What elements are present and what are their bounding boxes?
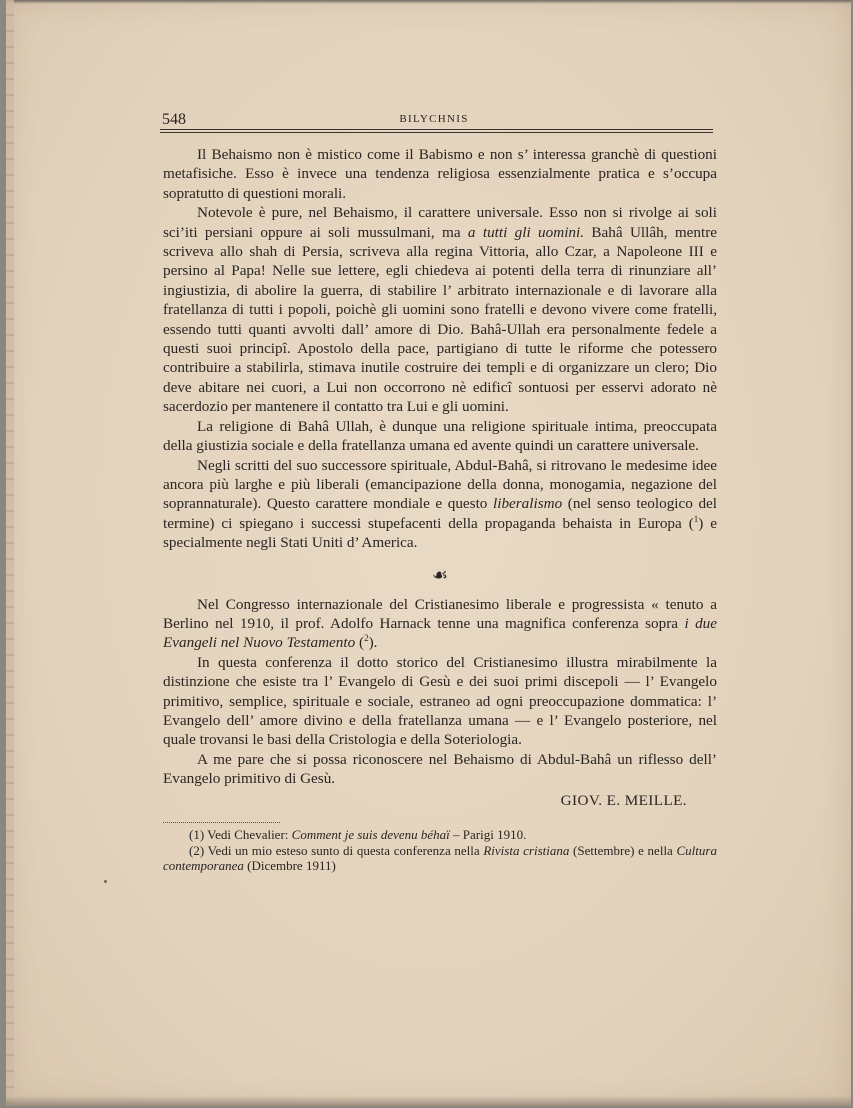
page-top-edge: [6, 0, 851, 4]
page-bottom-edge: [6, 1096, 851, 1106]
header-rule-thin: [160, 132, 713, 133]
header-rule-thick: [160, 129, 713, 130]
footnote-2-text-a: (2) Vedi un mio esteso sunto di questa conferenza nella: [189, 842, 484, 858]
paragraph-1: Il Behaismo non è mistico come il Babismo e non s’ interessa granchè di questioni metafisiche. Esso è invece una tendenza religiosa essenzialmente pratica e s’occupa sopratutto di questioni morali.: [163, 146, 717, 202]
page-binding-edge: [6, 0, 14, 1106]
paragraph-4-text-c: ) e specialmente negli Stati Uniti d’ America.: [163, 514, 717, 552]
footnote-2-text-b: (Settembre) e nella: [569, 842, 677, 858]
paragraph-2-text-a: Notevole è pure, nel Behaismo, il carattere universale. Esso non si rivolge ai soli sci’iti persiani oppure ai soli mussulmani, ma: [163, 204, 717, 241]
paragraph-2-text-b: Bahâ Ullâh, mentre scriveva allo shah di Persia, scriveva alla regina Vittoria, allo Czar, a Napoleone III e persino al Papa! Nelle sue lettere, egli chiedeva ai potenti della terra di rinunziare all’ ingiustizia, di abolire la guerra, di stabilire l’ arbitrato internazionale e di lavorare alla fratellanza di tutti i popoli, poichè gli uomini sono fratelli e devono vivere come fratelli, essendo tutti quanti avvolti dall’ amore di Dio. Bahâ-Ullah era personalmente fedele a questi suoi principî. Apostolo della pace, partigiano di tutte le riforme che potessero contribuire a stabilirla, stimava inutile costruire dei templi e di organizzare un clero; Dio deve abitare nei cuori, a Lui non occorrono nè edificî sontuosi per esservi adorato nè sacerdozio per mantenere il contatto tra Lui e gli uomini.: [163, 223, 717, 416]
paragraph-4-italic: liberalismo: [493, 495, 563, 513]
paragraph-5: [163, 595, 717, 653]
footnote-1-text-b: – Parigi 1910.: [449, 827, 527, 842]
paragraph-2: [163, 203, 717, 416]
footnote-2-text-c: (Dicembre 1911): [243, 858, 336, 873]
footnotes: [163, 827, 717, 874]
paragraph-3: La religione di Bahâ Ullah, è dunque una religione spirituale intima, preoccupata della giustizia sociale e della fratellanza umana ed avente quindi un carattere universale.: [163, 417, 717, 455]
footnote-1: [163, 827, 717, 843]
footnote-ref-2: 2: [364, 633, 369, 644]
paragraph-6: In questa conferenza il dotto storico del Cristianesimo illustra mirabilmente la distinzione che esiste tra l’ Evangelo di Gesù e dei suoi primi discepoli — l’ Evangelo primitivo, semplice, spirituale e sociale, estraneo ad ogni preoccupazione dommatica: l’ Evangelo dell’ amore divino e della fratellanza umana — e l’ Evangelo posteriore, nel quale trovansi le basi della Cristologia e della Soteriologia.: [163, 653, 717, 749]
paragraph-4-text-a: Negli scritti del suo successore spirituale, Abdul-Bahâ, si ritrovano le medesime idee ancora più larghe e più liberali (emancipazione della donna, monogamia, negazione del soprannaturale). Questo carattere mondiale e questo: [163, 456, 717, 513]
article-body: [163, 145, 717, 874]
footnote-2: [163, 843, 717, 874]
paragraph-4: [163, 456, 717, 553]
journal-title: BILYCHNIS: [399, 113, 469, 125]
author-signature: GIOV. E. MEILLE.: [560, 791, 687, 809]
paragraph-5-text-a: Nel Congresso internazionale del Cristianesimo liberale e progressista « tenuto a Berlino nel 1910, il prof. Adolfo Harnack tenne una magnifica conferenza sopra: [163, 595, 717, 632]
paragraph-7: A me pare che si possa riconoscere nel Behaismo di Abdul-Bahâ un riflesso dell’ Evangelo primitivo di Gesù.: [163, 750, 717, 788]
paragraph-5-text-b: (: [355, 634, 365, 652]
footnote-ref-1: 1: [693, 513, 699, 524]
paragraph-4-text-b: (nel senso teologico del termine) ci spiegano i successi stupefacenti della propaganda behaista in Europa (: [163, 495, 717, 532]
paragraph-2-italic: a tutti gli uomini.: [467, 223, 585, 241]
section-ornament: ☙: [431, 564, 449, 586]
paragraph-5-text-c: ).: [368, 634, 378, 652]
paragraph-5-italic: i due Evangeli nel Nuovo Testamento: [163, 614, 717, 652]
page-number: 548: [162, 111, 186, 128]
footnote-1-text-a: (1) Vedi Chevalier:: [189, 827, 292, 842]
paper-speck: [104, 880, 107, 883]
footnote-1-italic: Comment je suis devenu béhaï: [291, 827, 450, 842]
footnote-2-italic-2: Cultura contemporanea: [163, 842, 717, 873]
footnote-2-italic: Rivista cristiana: [483, 842, 570, 858]
footnote-separator: [163, 822, 280, 823]
